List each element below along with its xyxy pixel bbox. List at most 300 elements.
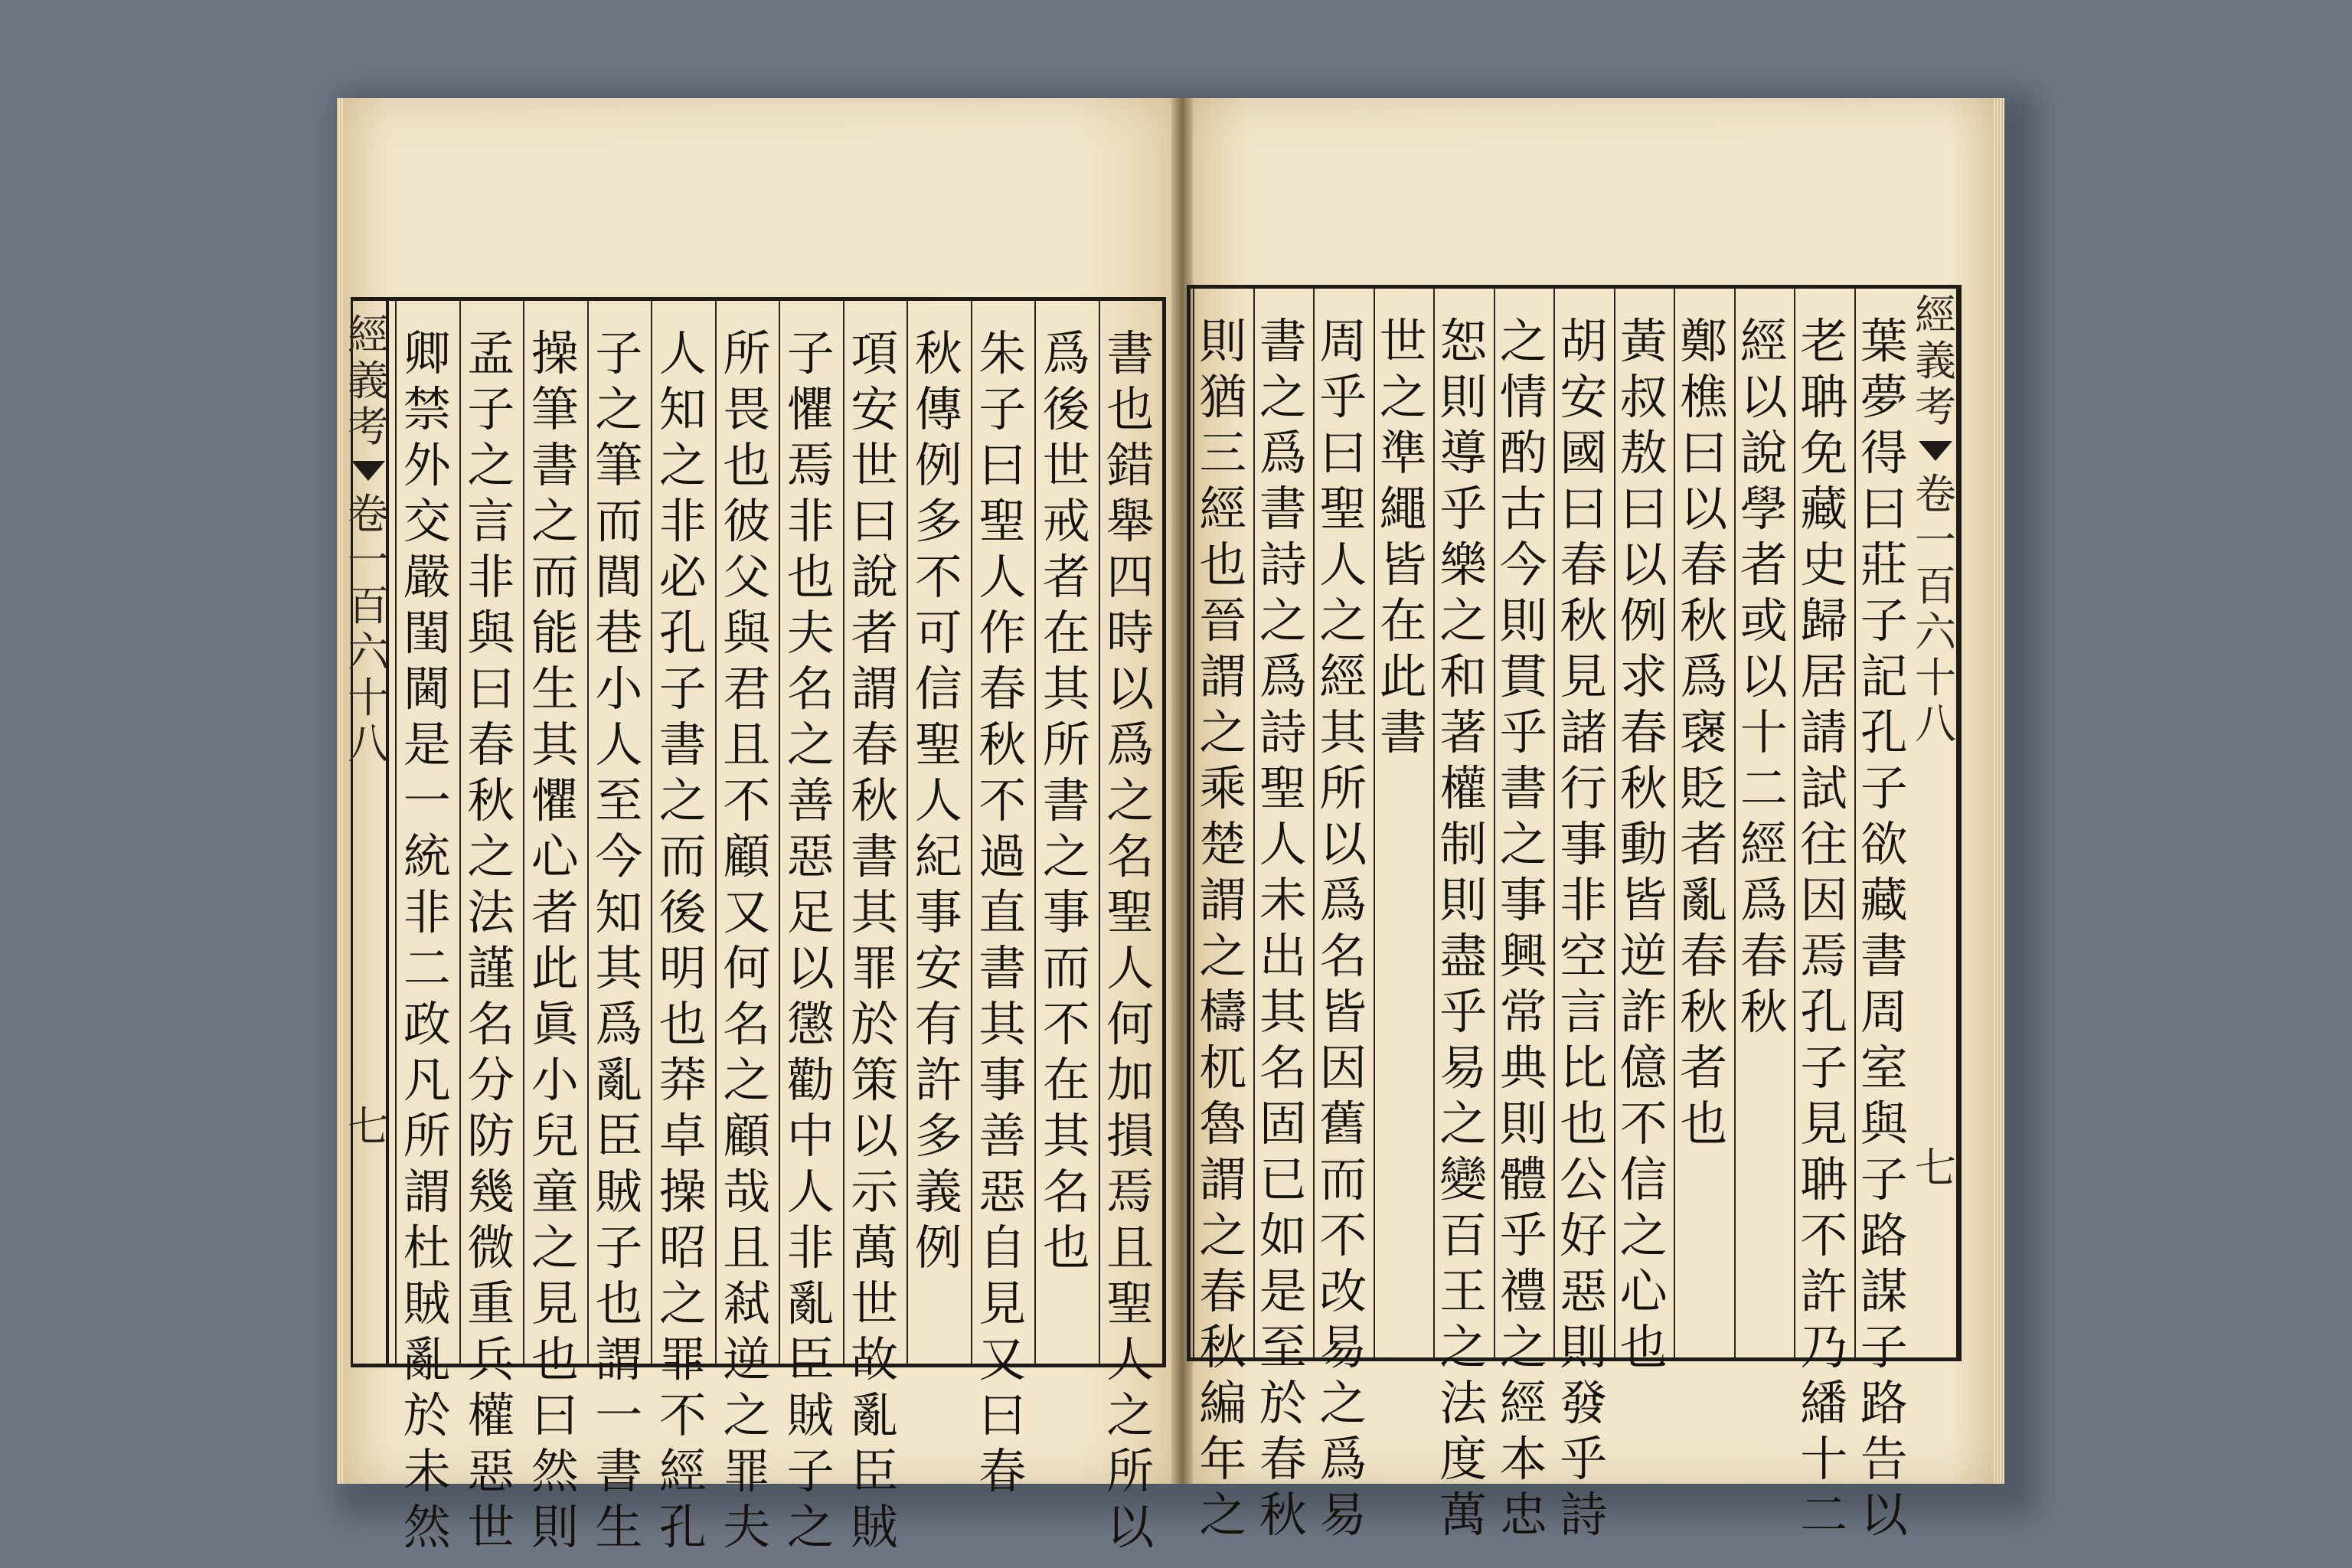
- glyph: 夢: [1860, 369, 1908, 425]
- glyph: 出: [1259, 928, 1307, 984]
- glyph: 不: [723, 773, 771, 828]
- glyph: 閭: [595, 549, 643, 605]
- glyph: 乎: [1319, 369, 1367, 425]
- margin-char: 七: [1915, 1144, 1956, 1192]
- glyph: 詩: [1259, 704, 1307, 760]
- glyph: 之: [1259, 369, 1307, 425]
- glyph: 非: [1560, 872, 1608, 928]
- glyph: 春: [1740, 928, 1788, 984]
- glyph: 兵: [467, 1331, 515, 1387]
- glyph: 之: [658, 437, 707, 493]
- glyph: 欲: [1860, 816, 1908, 872]
- glyph: 在: [1379, 593, 1427, 648]
- glyph: 其: [1042, 661, 1090, 717]
- glyph: 秋: [1680, 593, 1728, 648]
- glyph: 記: [1860, 648, 1908, 704]
- glyph: 子: [1860, 593, 1908, 648]
- glyph: 古: [1499, 481, 1547, 537]
- glyph: 而: [531, 549, 579, 605]
- glyph: 之: [1439, 1096, 1488, 1152]
- glyph: 常: [1499, 984, 1547, 1040]
- glyph: 叔: [1619, 369, 1668, 425]
- glyph: 而: [658, 828, 707, 884]
- glyph: 非: [786, 493, 835, 549]
- glyph: 秋: [1199, 1319, 1247, 1375]
- column-rule: [1433, 289, 1435, 1357]
- glyph: 聖: [1319, 481, 1367, 537]
- margin-char: 六: [348, 628, 389, 676]
- glyph: 謂: [1199, 1152, 1247, 1207]
- glyph: 之: [1199, 1487, 1247, 1543]
- glyph: 名: [1106, 828, 1155, 884]
- glyph: 顧: [723, 1108, 771, 1164]
- glyph: 易: [1319, 1319, 1367, 1375]
- glyph: 爲: [1259, 648, 1307, 704]
- glyph: 者: [1042, 549, 1090, 605]
- glyph: 一: [403, 773, 451, 828]
- glyph: 經: [1740, 816, 1788, 872]
- text-column: [587, 301, 652, 1555]
- glyph: 乘: [1199, 760, 1247, 816]
- glyph: 諸: [1560, 704, 1608, 760]
- column-rule: [523, 301, 524, 1364]
- glyph: 之: [723, 1052, 771, 1108]
- glyph: 發: [1560, 1375, 1608, 1431]
- text-column: [1313, 289, 1374, 1543]
- glyph: 其: [851, 884, 899, 940]
- glyph: 二: [1740, 760, 1788, 816]
- glyph: 爲: [1106, 717, 1155, 773]
- glyph: 例: [914, 437, 962, 493]
- glyph: 後: [658, 884, 707, 940]
- glyph: 則: [1439, 369, 1488, 425]
- glyph: 得: [1860, 425, 1908, 481]
- glyph: 免: [1800, 425, 1848, 481]
- glyph: 於: [851, 996, 899, 1052]
- glyph: 必: [658, 549, 707, 605]
- text-column: [906, 301, 971, 1364]
- glyph: 四: [1106, 549, 1155, 605]
- glyph: 人: [595, 717, 643, 773]
- glyph: 準: [1379, 425, 1427, 481]
- text-column: [1494, 289, 1554, 1543]
- glyph: 世: [467, 1499, 515, 1555]
- glyph: 也: [1199, 537, 1247, 593]
- glyph: 之: [786, 717, 835, 773]
- right-page-edges: [1994, 98, 2004, 1484]
- glyph: 春: [1680, 928, 1728, 984]
- glyph: 且: [723, 1220, 771, 1276]
- glyph: 敖: [1619, 425, 1668, 481]
- glyph: 說: [851, 549, 899, 605]
- glyph: 子: [595, 1220, 643, 1276]
- glyph: 亂: [403, 1331, 451, 1387]
- glyph: 之: [1199, 928, 1247, 984]
- glyph: 人: [1106, 1331, 1155, 1387]
- glyph: 小: [595, 661, 643, 717]
- glyph: 之: [1499, 313, 1547, 369]
- glyph: 今: [1499, 537, 1547, 593]
- glyph: 詐: [1619, 984, 1668, 1040]
- glyph: 世: [851, 437, 899, 493]
- glyph: 以: [851, 1108, 899, 1164]
- text-column: [1854, 289, 1915, 1543]
- glyph: 此: [1379, 648, 1427, 704]
- glyph: 焉: [1800, 928, 1848, 984]
- glyph: 名: [723, 996, 771, 1052]
- margin-char: 百: [348, 582, 389, 630]
- glyph: 杌: [1199, 1040, 1247, 1096]
- glyph: 名: [1319, 928, 1367, 984]
- glyph: 至: [1259, 1319, 1307, 1375]
- glyph: 之: [1042, 828, 1090, 884]
- glyph: 請: [1800, 704, 1848, 760]
- glyph: 往: [1800, 816, 1848, 872]
- glyph: 名: [467, 996, 515, 1052]
- glyph: 不: [1619, 1096, 1668, 1152]
- glyph: 閨: [403, 605, 451, 661]
- glyph: 者: [531, 884, 579, 940]
- glyph: 曰: [1319, 425, 1367, 481]
- glyph: 重: [467, 1276, 515, 1331]
- glyph: 曰: [1619, 481, 1668, 537]
- glyph: 法: [1439, 1375, 1488, 1431]
- glyph: 聖: [914, 717, 962, 773]
- margin-char: 一: [348, 536, 389, 584]
- glyph: 十: [1800, 1431, 1848, 1487]
- glyph: 至: [595, 773, 643, 828]
- glyph: 事: [1499, 872, 1547, 928]
- glyph: 賊: [851, 1499, 899, 1555]
- glyph: 政: [403, 996, 451, 1052]
- left-margin-title: [348, 312, 389, 450]
- glyph: 樂: [1439, 537, 1488, 593]
- glyph: 微: [467, 1220, 515, 1276]
- glyph: 萬: [1439, 1487, 1488, 1543]
- glyph: 書: [1379, 704, 1427, 760]
- glyph: 舊: [1319, 1096, 1367, 1152]
- glyph: 信: [1619, 1152, 1668, 1207]
- glyph: 中: [786, 1108, 835, 1164]
- glyph: 曰: [531, 1387, 579, 1443]
- glyph: 不: [658, 1387, 707, 1443]
- column-rule: [395, 301, 397, 1364]
- left-page-number: [348, 1104, 389, 1150]
- glyph: 損: [1106, 1108, 1155, 1164]
- column-rule: [1313, 289, 1315, 1357]
- glyph: 之: [723, 1387, 771, 1443]
- text-column: [1034, 301, 1099, 1364]
- glyph: 卿: [403, 325, 451, 381]
- glyph: 懲: [786, 996, 835, 1052]
- glyph: 之: [1379, 369, 1427, 425]
- glyph: 亂: [595, 1052, 643, 1108]
- glyph: 子: [1860, 1152, 1908, 1207]
- glyph: 謹: [467, 940, 515, 996]
- glyph: 非: [403, 884, 451, 940]
- glyph: 項: [851, 325, 899, 381]
- glyph: 不: [914, 549, 962, 605]
- glyph: 且: [723, 717, 771, 773]
- glyph: 生: [531, 661, 579, 717]
- glyph: 不: [1800, 1207, 1848, 1263]
- glyph: 名: [786, 661, 835, 717]
- glyph: 爲: [1319, 872, 1367, 928]
- text-column: [971, 301, 1035, 1499]
- glyph: 賊: [786, 1387, 835, 1443]
- glyph: 然: [531, 1443, 579, 1499]
- glyph: 於: [1259, 1375, 1307, 1431]
- glyph: 時: [1106, 605, 1155, 661]
- glyph: 謂: [403, 1164, 451, 1220]
- glyph: 春: [1259, 1431, 1307, 1487]
- glyph: 周: [1860, 984, 1908, 1040]
- glyph: 聃: [1800, 369, 1848, 425]
- glyph: 制: [1439, 816, 1488, 872]
- glyph: 皆: [1319, 984, 1367, 1040]
- glyph: 詩: [1259, 537, 1307, 593]
- glyph: 之: [658, 773, 707, 828]
- glyph: 或: [1740, 593, 1788, 648]
- glyph: 易: [1439, 1040, 1488, 1096]
- glyph: 也: [723, 437, 771, 493]
- glyph: 乃: [1800, 1319, 1848, 1375]
- glyph: 曰: [1860, 481, 1908, 537]
- glyph: 而: [1042, 940, 1090, 996]
- glyph: 孟: [467, 325, 515, 381]
- glyph: 謀: [1860, 1263, 1908, 1319]
- glyph: 春: [1680, 537, 1728, 593]
- glyph: 度: [1439, 1431, 1488, 1487]
- column-rule: [715, 301, 717, 1364]
- glyph: 善: [786, 773, 835, 828]
- glyph: 繩: [1379, 481, 1427, 537]
- glyph: 經: [658, 1443, 707, 1499]
- glyph: 子: [1860, 760, 1908, 816]
- glyph: 此: [531, 940, 579, 996]
- text-column: [1193, 289, 1253, 1543]
- glyph: 操: [658, 1164, 707, 1220]
- glyph: 則: [1199, 313, 1247, 369]
- glyph: 書: [1259, 313, 1307, 369]
- glyph: 心: [1619, 1263, 1668, 1319]
- glyph: 歸: [1800, 593, 1848, 648]
- glyph: 二: [403, 940, 451, 996]
- glyph: 本: [1499, 1431, 1547, 1487]
- glyph: 彼: [723, 493, 771, 549]
- glyph: 則: [1439, 872, 1488, 928]
- glyph: 眞: [531, 996, 579, 1052]
- glyph: 多: [914, 493, 962, 549]
- glyph: 恕: [1439, 313, 1488, 369]
- glyph: 焉: [1106, 1164, 1155, 1220]
- glyph: 春: [1619, 704, 1668, 760]
- glyph: 以: [1106, 661, 1155, 717]
- glyph: 襃: [1680, 704, 1728, 760]
- column-rule: [1374, 289, 1375, 1357]
- glyph: 秋: [467, 773, 515, 828]
- glyph: 非: [467, 549, 515, 605]
- glyph: 萬: [851, 1220, 899, 1276]
- glyph: 紀: [914, 828, 962, 884]
- margin-char: 七: [348, 1102, 389, 1151]
- glyph: 言: [467, 493, 515, 549]
- glyph: 其: [978, 996, 1027, 1052]
- glyph: 見: [531, 1276, 579, 1331]
- text-column: [523, 301, 587, 1555]
- glyph: 卓: [658, 1108, 707, 1164]
- glyph: 聃: [1800, 1152, 1848, 1207]
- glyph: 錯: [1106, 437, 1155, 493]
- text-column: [779, 301, 843, 1555]
- glyph: 曰: [851, 493, 899, 549]
- glyph: 凡: [403, 1052, 451, 1108]
- glyph: 皆: [1379, 537, 1427, 593]
- glyph: 名: [1042, 1164, 1090, 1220]
- glyph: 乎: [1560, 1431, 1608, 1487]
- glyph: 不: [1042, 996, 1090, 1052]
- glyph: 也: [595, 1276, 643, 1331]
- glyph: 聖: [1106, 884, 1155, 940]
- glyph: 秋: [978, 717, 1027, 773]
- glyph: 君: [723, 661, 771, 717]
- glyph: 閫: [403, 661, 451, 717]
- glyph: 今: [595, 828, 643, 884]
- glyph: 以: [1319, 816, 1367, 872]
- glyph: 億: [1619, 1040, 1668, 1096]
- glyph: 世: [1042, 437, 1090, 493]
- glyph: 惡: [978, 1164, 1027, 1220]
- glyph: 與: [723, 605, 771, 661]
- glyph: 春: [978, 1443, 1027, 1499]
- glyph: 其: [531, 717, 579, 773]
- glyph: 惡: [467, 1443, 515, 1499]
- glyph: 爲: [1259, 425, 1307, 481]
- text-column: [1099, 301, 1163, 1555]
- glyph: 乎: [1499, 1207, 1547, 1263]
- glyph: 弒: [723, 1276, 771, 1331]
- glyph: 之: [1199, 1207, 1247, 1263]
- glyph: 室: [1860, 1040, 1908, 1096]
- column-rule: [1794, 289, 1795, 1357]
- glyph: 比: [1560, 1040, 1608, 1096]
- glyph: 子: [1860, 1319, 1908, 1375]
- glyph: 而: [1319, 1152, 1367, 1207]
- glyph: 朱: [978, 325, 1027, 381]
- glyph: 也: [1106, 381, 1155, 437]
- glyph: 如: [1259, 1207, 1307, 1263]
- glyph: 貶: [1680, 760, 1728, 816]
- glyph: 莽: [658, 1052, 707, 1108]
- glyph: 何: [1106, 996, 1155, 1052]
- margin-char: 卷: [348, 490, 389, 538]
- glyph: 藏: [1800, 481, 1848, 537]
- margin-char: 義: [1915, 337, 1956, 385]
- glyph: 其: [1259, 984, 1307, 1040]
- glyph: 小: [531, 1052, 579, 1108]
- margin-char: 六: [1915, 608, 1956, 656]
- glyph: 而: [595, 493, 643, 549]
- glyph: 也: [1560, 1096, 1608, 1152]
- glyph: 則: [1560, 1319, 1608, 1375]
- glyph: 以: [786, 940, 835, 996]
- glyph: 許: [1800, 1263, 1848, 1319]
- glyph: 史: [1800, 537, 1848, 593]
- glyph: 周: [1319, 313, 1367, 369]
- glyph: 空: [1560, 928, 1608, 984]
- glyph: 見: [1560, 648, 1608, 704]
- glyph: 謂: [1199, 872, 1247, 928]
- glyph: 權: [467, 1387, 515, 1443]
- glyph: 罪: [723, 1443, 771, 1499]
- glyph: 春: [1199, 1263, 1247, 1319]
- glyph: 莊: [1860, 537, 1908, 593]
- glyph: 未: [403, 1443, 451, 1499]
- glyph: 明: [658, 940, 707, 996]
- glyph: 好: [1560, 1207, 1608, 1263]
- glyph: 且: [1106, 1220, 1155, 1276]
- glyph: 臣: [851, 1443, 899, 1499]
- glyph: 盡: [1439, 928, 1488, 984]
- glyph: 幾: [467, 1164, 515, 1220]
- glyph: 兒: [531, 1108, 579, 1164]
- glyph: 安: [914, 940, 962, 996]
- glyph: 秋: [914, 325, 962, 381]
- glyph: 筆: [531, 381, 579, 437]
- column-rule: [1674, 289, 1675, 1357]
- glyph: 之: [595, 381, 643, 437]
- glyph: 逆: [723, 1331, 771, 1387]
- glyph: 書: [595, 1443, 643, 1499]
- glyph: 勸: [786, 1052, 835, 1108]
- glyph: 逆: [1619, 928, 1668, 984]
- glyph: 人: [1259, 816, 1307, 872]
- margin-char: 經: [348, 311, 389, 359]
- glyph: 畏: [723, 381, 771, 437]
- glyph: 其: [1319, 704, 1367, 760]
- glyph: 權: [1439, 760, 1488, 816]
- glyph: 書: [1259, 481, 1307, 537]
- glyph: 因: [1800, 872, 1848, 928]
- glyph: 有: [914, 996, 962, 1052]
- glyph: 之: [531, 493, 579, 549]
- glyph: 春: [978, 661, 1027, 717]
- glyph: 心: [531, 828, 579, 884]
- glyph: 檮: [1199, 984, 1247, 1040]
- glyph: 夫: [723, 1499, 771, 1555]
- glyph: 子: [978, 381, 1027, 437]
- glyph: 惡: [1560, 1263, 1608, 1319]
- glyph: 楚: [1199, 816, 1247, 872]
- glyph: 名: [1259, 1040, 1307, 1096]
- glyph: 皆: [1619, 872, 1668, 928]
- column-rule: [1494, 289, 1495, 1357]
- glyph: 王: [1439, 1263, 1488, 1319]
- glyph: 非: [658, 493, 707, 549]
- glyph: 酌: [1499, 425, 1547, 481]
- text-column: [1674, 289, 1734, 1357]
- glyph: 書: [1042, 773, 1090, 828]
- glyph: 學: [1740, 481, 1788, 537]
- glyph: 也: [786, 549, 835, 605]
- glyph: 和: [1439, 648, 1488, 704]
- glyph: 路: [1860, 1207, 1908, 1263]
- column-rule: [906, 301, 908, 1364]
- glyph: 人: [658, 325, 707, 381]
- glyph: 父: [723, 549, 771, 605]
- left-margin-column: [348, 297, 389, 1367]
- glyph: 夫: [786, 605, 835, 661]
